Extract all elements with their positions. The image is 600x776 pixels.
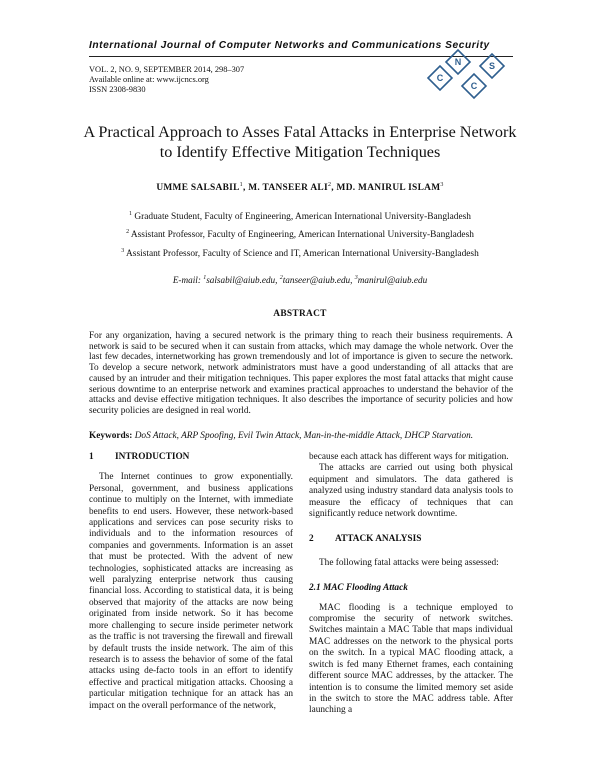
author-list: [0, 182, 600, 193]
affiliation-text: Assistant Professor, Faculty of Engineering, American International University-Bangladesh: [130, 230, 474, 241]
author-separator: ,: [331, 183, 337, 194]
email-address[interactable]: manirul@aiub.edu: [357, 275, 428, 286]
available-online-line: Available online at: www.ijcncs.org: [89, 75, 209, 84]
right-column: [309, 452, 513, 717]
logo-letter-s: S: [488, 61, 496, 71]
affiliation-sup: 3: [121, 248, 125, 254]
author-separator: ,: [242, 183, 249, 194]
author-name: MD. MANIRUL ISLAM: [336, 183, 441, 194]
introduction-paragraph: The Internet continues to grow exponentially. Personal, government, and business applications continue to multiply on the Internet, with immediate benefits to end users. However, these network-based applications and services can pose security risks to individuals and to the information resources of companies and governments. Information is an asset that must be protected. With the advent of new technologies, sophisticated attacks are increasing as well paralyzing enterprise network thus causing financial loss. According to statistical data, it is being observed that majority of the attacks are now being originated from inside network. So it has become more challenging to secure inside perimeter network as the traffic is not traversing the firewall and firewall by default trusts the inside network. The aim of this research is to assess the behavior of some of the fatal attacks using de-facto tools in an effort to identify effective and practical mitigation attacks. Choosing a particular mitigation technique for an attack has an impact on the overall performance of the network,: [89, 472, 293, 711]
keywords-label: Keywords:: [89, 431, 133, 441]
section-title: INTRODUCTION: [115, 452, 190, 462]
paper-title-line-2: to Identify Effective Mitigation Techniques: [159, 143, 441, 161]
logo-letter-c2: C: [470, 81, 478, 91]
section-heading-introduction: [89, 452, 293, 463]
introduction-paragraph-continued: because each attack has different ways for mitigation.: [309, 452, 509, 462]
author-name: UMME SALSABIL: [156, 183, 240, 194]
journal-logo: [426, 48, 506, 104]
introduction-paragraph-2: The attacks are carried out using both physical equipment and simulators. The data gathered is analyzed using industry standard data analysis tools to measure the efficacy of techniques that can significantly reduce network downtime.: [309, 463, 513, 520]
affiliation-text: Assistant Professor, Faculty of Science and IT, American International University-Bangladesh: [126, 249, 479, 260]
volume-line: VOL. 2, NO. 9, SEPTEMBER 2014, 298–307: [89, 65, 245, 74]
affiliation-sup: 2: [126, 229, 130, 235]
email-address[interactable]: tanseer@aiub.edu,: [282, 275, 355, 286]
section-number: 1: [89, 452, 94, 462]
issn-line: ISSN 2308-9830: [89, 85, 146, 94]
keywords-text: DoS Attack, ARP Spoofing, Evil Twin Attack, Man-in-the-middle Attack, DHCP Starvation.: [132, 431, 474, 441]
abstract-text: For any organization, having a secured network is the primary thing to reach their business requirements. A network is said to be secured when it can sustain from attacks, which may damage the whole network. Over the last few decades, internetworking has grown tremendously and lot of importance is given to secure the network. To develop a secure network, network administrators must have a good understanding of all attacks that are caused by an intruder and their mitigation techniques. This paper explores the most fatal attacks that might cause serious downtime to an enterprise network and examines practical approaches to understand the behavior of the attacks and devise effective mitigation techniques. It also describes the importance of security policies and how security policies are designed in real world.: [89, 331, 513, 416]
author-sup: 3: [440, 182, 444, 188]
email-sup: 1: [203, 275, 207, 281]
abstract-heading: ABSTRACT: [273, 309, 327, 319]
email-line: [0, 275, 600, 285]
author-name: M. TANSEER ALI: [248, 183, 328, 194]
email-address[interactable]: salsabil@aiub.edu,: [206, 275, 280, 286]
section-title: ATTACK ANALYSIS: [335, 534, 422, 545]
affiliation-sup: 1: [129, 211, 133, 217]
affiliation-3: [0, 248, 600, 259]
affiliation-2: [0, 229, 600, 240]
affiliation-text: Graduate Student, Faculty of Engineering, American International University-Bangladesh: [134, 212, 471, 223]
paper-title: [40, 122, 560, 162]
paper-title-line-1: A Practical Approach to Asses Fatal Attacks in Enterprise Network: [83, 123, 517, 141]
attack-analysis-intro: The following fatal attacks were being assessed:: [319, 557, 499, 568]
email-label: E-mail:: [172, 275, 204, 286]
email-sup: 3: [354, 275, 358, 281]
logo-letter-c1: C: [436, 73, 444, 83]
left-column: [89, 452, 293, 712]
journal-title: International Journal of Computer Networks and Communications Security: [89, 40, 490, 51]
author-sup: 1: [239, 182, 243, 188]
logo-letter-n: N: [454, 57, 462, 67]
mac-flooding-paragraph: MAC flooding is a technique employed to compromise the security of network switches. Switches maintain a MAC Table that maps individual MAC addresses on the network to the physical ports on the switch. In a typical MAC flooding attack, a switch is fed many Ethernet frames, each containing different source MAC addresses, by the attacker. The intention is to consume the limited memory set aside in the switch to store the MAC address table. After launching a: [309, 602, 513, 716]
keywords-line: [89, 431, 519, 441]
author-sup: 2: [327, 182, 332, 188]
section-number: 2: [309, 534, 314, 545]
subsection-heading-mac-flooding: 2.1 MAC Flooding Attack: [309, 583, 408, 594]
section-heading-attack-analysis: [309, 534, 513, 545]
email-sup: 2: [279, 275, 283, 281]
affiliation-1: [0, 211, 600, 222]
